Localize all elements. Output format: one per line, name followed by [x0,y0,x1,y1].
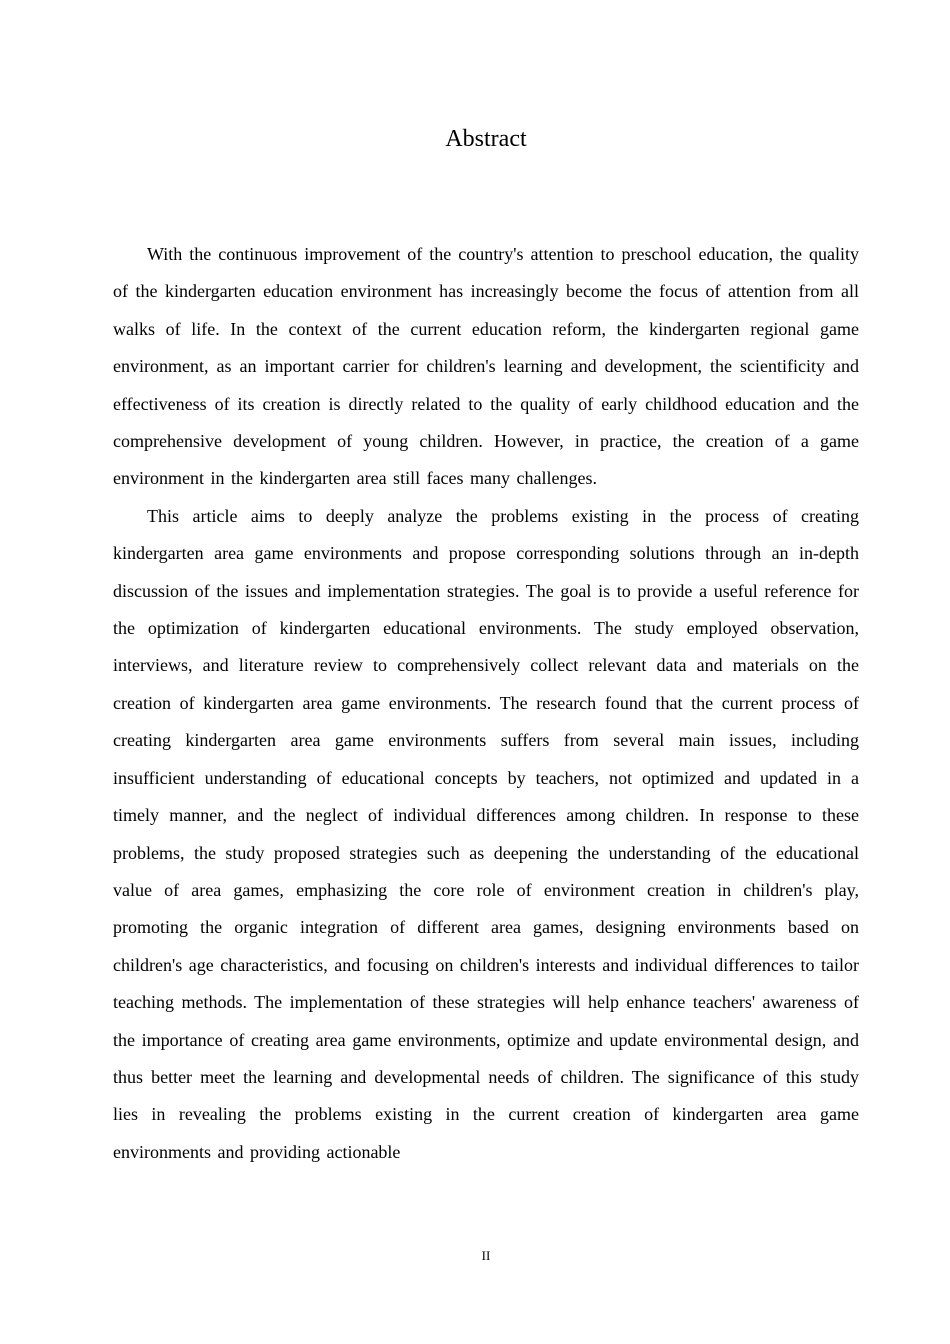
abstract-paragraph-2: This article aims to deeply analyze the problems existing in the process of creating kindergarten area game environments and propose corresponding solutions through an in-depth discussion of the issues and implementation strategies. The goal is to provide a useful reference for the optimization of kindergarten educational environments. The study employed observation, interviews, and literature review to comprehensively collect relevant data and materials on the creation of kindergarten area game environments. The research found that the current process of creating kindergarten area game environments suffers from several main issues, including insufficient understanding of educational concepts by teachers, not optimized and updated in a timely manner, and the neglect of individual differences among children. In response to these problems, the study proposed strategies such as deepening the understanding of the educational value of area games, emphasizing the core role of environment creation in children's play, promoting the organic integration of different area games, designing environments based on children's age characteristics, and focusing on children's interests and individual differences to tailor teaching methods. The implementation of these strategies will help enhance teachers' awareness of the importance of creating area game environments, optimize and update environmental design, and thus better meet the learning and developmental needs of children. The significance of this study lies in revealing the problems existing in the current creation of kindergarten area game environments and providing actionable [113,505,859,1162]
abstract-paragraph-1: With the continuous improvement of the country's attention to preschool education, the quality of the kindergarten education environment has increasingly become the focus of attention from all walks of life. In the context of the current education reform, the kindergarten regional game environment, as an important carrier for children's learning and development, the scientificity and effectiveness of its creation is directly related to the quality of early childhood education and the comprehensive development of young children. However, in practice, the creation of a game environment in the kindergarten area still faces many challenges. [113,244,859,489]
abstract-body [113,236,859,1171]
page-number: II [481,1248,491,1263]
page-title: Abstract [445,126,527,152]
